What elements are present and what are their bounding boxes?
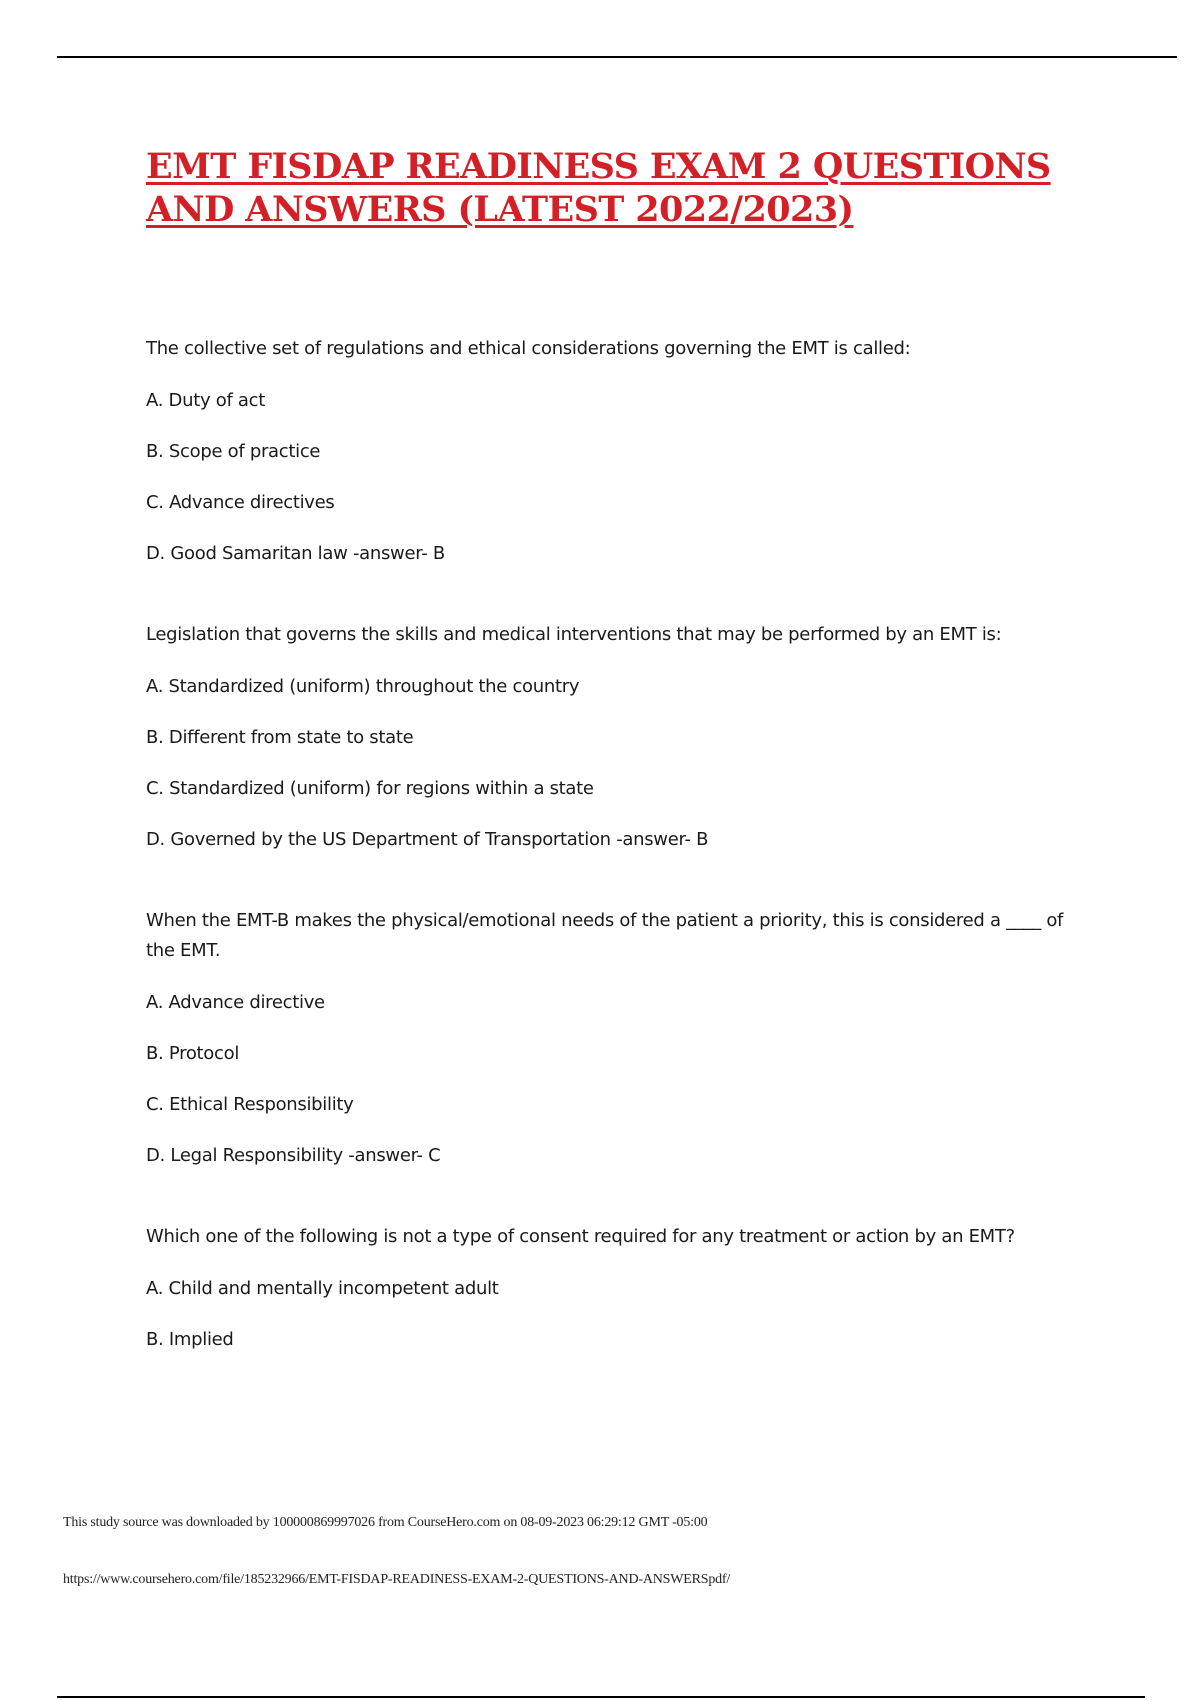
answer-option: B. Implied xyxy=(146,1329,234,1350)
question-stem: Which one of the following is not a type of consent required for any treatment or action by an EMT? xyxy=(146,1226,1015,1247)
question-list xyxy=(146,334,1086,1406)
answer-option: D. Governed by the US Department of Transportation -answer- B xyxy=(146,829,709,850)
bottom-rule xyxy=(57,1696,1145,1698)
question-2 xyxy=(146,620,1086,855)
question-stem: The collective set of regulations and ethical considerations governing the EMT is called: xyxy=(146,338,911,359)
question-3 xyxy=(146,906,1086,1171)
answer-option: D. Good Samaritan law -answer- B xyxy=(146,543,445,564)
answer-option: D. Legal Responsibility -answer- C xyxy=(146,1145,441,1166)
answer-option: A. Duty of act xyxy=(146,390,265,411)
answer-option: A. Child and mentally incompetent adult xyxy=(146,1278,499,1299)
answer-option: B. Scope of practice xyxy=(146,441,321,462)
question-stem: Legislation that governs the skills and medical interventions that may be performed by an EMT is: xyxy=(146,624,1002,645)
question-1 xyxy=(146,334,1086,569)
answer-option: C. Ethical Responsibility xyxy=(146,1094,354,1115)
top-rule xyxy=(57,56,1177,58)
source-url-link[interactable]: https://www.coursehero.com/file/185232966/EMT-FISDAP-READINESS-EXAM-2-QUESTIONS-AND-ANSWERSpdf/ xyxy=(63,1572,731,1587)
question-4 xyxy=(146,1222,1086,1355)
question-stem: When the EMT-B makes the physical/emotional needs of the patient a priority, this is considered a ____ of the EMT. xyxy=(146,910,1064,961)
answer-option: C. Advance directives xyxy=(146,492,335,513)
download-notice: This study source was downloaded by 100000869997026 from CourseHero.com on 08-09-2023 06:29:12 GMT -05:00 xyxy=(63,1515,708,1530)
answer-option: B. Protocol xyxy=(146,1043,240,1064)
document-title: EMT FISDAP READINESS EXAM 2 QUESTIONS AND ANSWERS (LATEST 2022/2023) xyxy=(146,146,1051,230)
answer-option: A. Standardized (uniform) throughout the country xyxy=(146,676,580,697)
answer-option: A. Advance directive xyxy=(146,992,325,1013)
answer-option: B. Different from state to state xyxy=(146,727,414,748)
answer-option: C. Standardized (uniform) for regions within a state xyxy=(146,778,594,799)
